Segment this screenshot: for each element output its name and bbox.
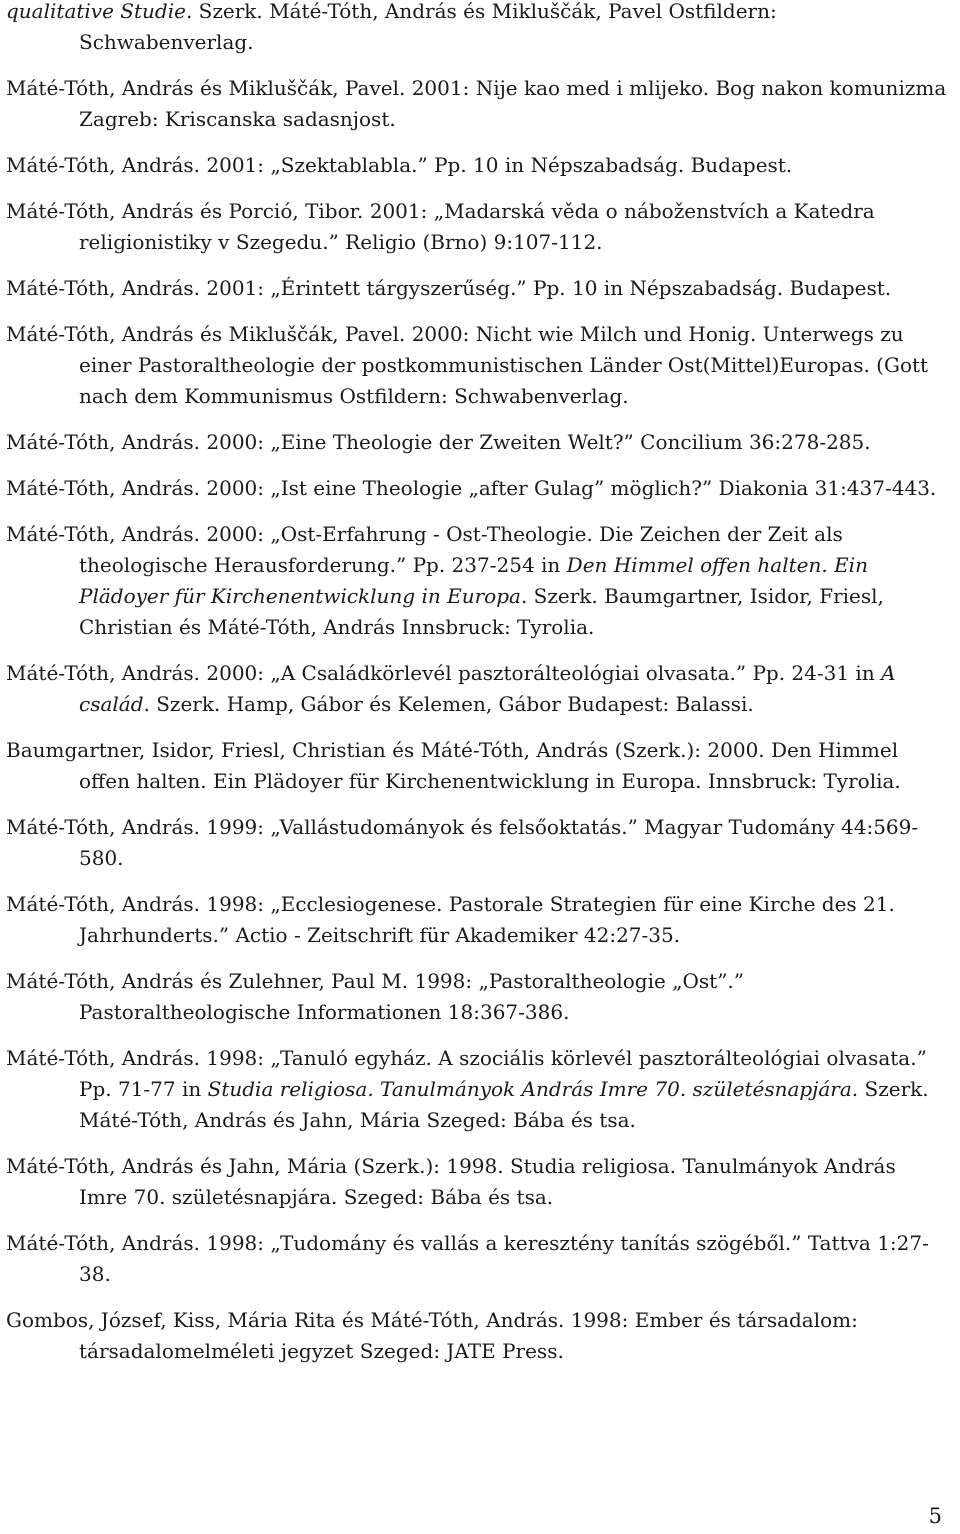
entry-title-italic: Den Himmel offen halten. Ein Plädoyer für Kirchenentwicklung in Europa [79, 553, 868, 608]
entry-title-italic: Studia religiosa. Tanulmányok András Imre 70. születésnapjára [207, 1077, 852, 1101]
bibliography-entry [6, 1228, 950, 1290]
entry-text: Máté-Tóth, András és Mikluščák, Pavel. 2001: Nije kao med i mlijeko. Bog nakon komunizma Zagreb: Kriscanska sadasnjost. [6, 76, 947, 131]
entry-text: Máté-Tóth, András. 1999: „Vallástudományok és felsőoktatás.” Magyar Tudomány 44:569-580. [6, 815, 919, 870]
bibliography-entry [6, 473, 950, 504]
bibliography-entry [6, 1043, 950, 1136]
bibliography-entry [6, 73, 950, 135]
bibliography-entry [6, 519, 950, 643]
entry-text: . Szerk. Baumgartner, Isidor, Friesl, Christian és Máté-Tóth, András Innsbruck: Tyrolia. [79, 584, 884, 639]
bibliography-list [6, 0, 950, 1382]
bibliography-entry [6, 1305, 950, 1367]
entry-text: Baumgartner, Isidor, Friesl, Christian és Máté-Tóth, András (Szerk.): 2000. Den Himmel offen halten. Ein Plädoyer für Kirchenentwicklung in Europa. Innsbruck: Tyrolia. [6, 738, 901, 793]
bibliography-entry [6, 966, 950, 1028]
entry-text: Máté-Tóth, András. 2000: „A Családkörlevél pasztorálteológiai olvasata.” Pp. 24-31 in [6, 661, 882, 685]
entry-text: Máté-Tóth, András és Zulehner, Paul M. 1998: „Pastoraltheologie „Ost”.” Pastoraltheologische Informationen 18:367-386. [6, 969, 745, 1024]
entry-text: Máté-Tóth, András. 1998: „Tudomány és vallás a keresztény tanítás szögéből.” Tattva 1:27-38. [6, 1231, 929, 1286]
bibliography-entry [6, 427, 950, 458]
bibliography-entry [6, 735, 950, 797]
page-number: 5 [928, 1504, 942, 1528]
entry-text: Máté-Tóth, András. 2000: „Ost-Erfahrung - Ost-Theologie. Die Zeichen der Zeit als theologische Herausforderung.” Pp. 237-254 in [6, 522, 843, 577]
entry-text: Máté-Tóth, András. 1998: „Tanuló egyház. A szociális körlevél pasztorálteológiai olvasata.” Pp. 71-77 in [6, 1046, 927, 1101]
entry-text: Máté-Tóth, András. 2001: „Érintett tárgyszerűség.” Pp. 10 in Népszabadság. Budapest. [6, 276, 892, 300]
entry-text: . Szerk. Máté-Tóth, András és Mikluščák, Pavel Ostfildern: Schwabenverlag. [79, 0, 777, 54]
entry-text: . Szerk. Hamp, Gábor és Kelemen, Gábor Budapest: Balassi. [143, 692, 754, 716]
entry-text: Máté-Tóth, András és Jahn, Mária (Szerk.): 1998. Studia religiosa. Tanulmányok András Imre 70. születésnapjára. Szeged: Bába és tsa. [6, 1154, 896, 1209]
entry-title-italic: A család [79, 661, 896, 716]
bibliography-entry [6, 889, 950, 951]
entry-text: Máté-Tóth, András. 2001: „Szektablabla.” Pp. 10 in Népszabadság. Budapest. [6, 153, 793, 177]
entry-text: Máté-Tóth, András és Mikluščák, Pavel. 2000: Nicht wie Milch und Honig. Unterwegs zu einer Pastoraltheologie der postkommunistischen Länder Ost(Mittel)Europas. (Gott nach dem Kommunismus Ostfildern: Schwabenverlag. [6, 322, 929, 408]
bibliography-entry [6, 658, 950, 720]
bibliography-entry [6, 273, 950, 304]
bibliography-entry [6, 150, 950, 181]
bibliography-entry [6, 319, 950, 412]
bibliography-entry [6, 0, 950, 58]
bibliography-entry [6, 1151, 950, 1213]
entry-text: Máté-Tóth, András. 2000: „Ist eine Theologie „after Gulag” möglich?” Diakonia 31:437-443. [6, 476, 937, 500]
bibliography-entry [6, 812, 950, 874]
entry-text: Gombos, József, Kiss, Mária Rita és Máté-Tóth, András. 1998: Ember és társadalom: társadalomelméleti jegyzet Szeged: JATE Press. [6, 1308, 858, 1363]
entry-text: . Szerk. Máté-Tóth, András és Jahn, Mária Szeged: Bába és tsa. [79, 1077, 929, 1132]
entry-text: Máté-Tóth, András. 2000: „Eine Theologie der Zweiten Welt?” Concilium 36:278-285. [6, 430, 871, 454]
bibliography-entry [6, 196, 950, 258]
entry-text: Máté-Tóth, András és Porció, Tibor. 2001: „Madarská věda o náboženstvích a Katedra religionistiky v Szegedu.” Religio (Brno) 9:107-112. [6, 199, 875, 254]
entry-title-italic: qualitative Studie [6, 0, 186, 23]
entry-text: Máté-Tóth, András. 1998: „Ecclesiogenese. Pastorale Strategien für eine Kirche des 21. Jahrhunderts.” Actio - Zeitschrift für Akademiker 42:27-35. [6, 892, 895, 947]
